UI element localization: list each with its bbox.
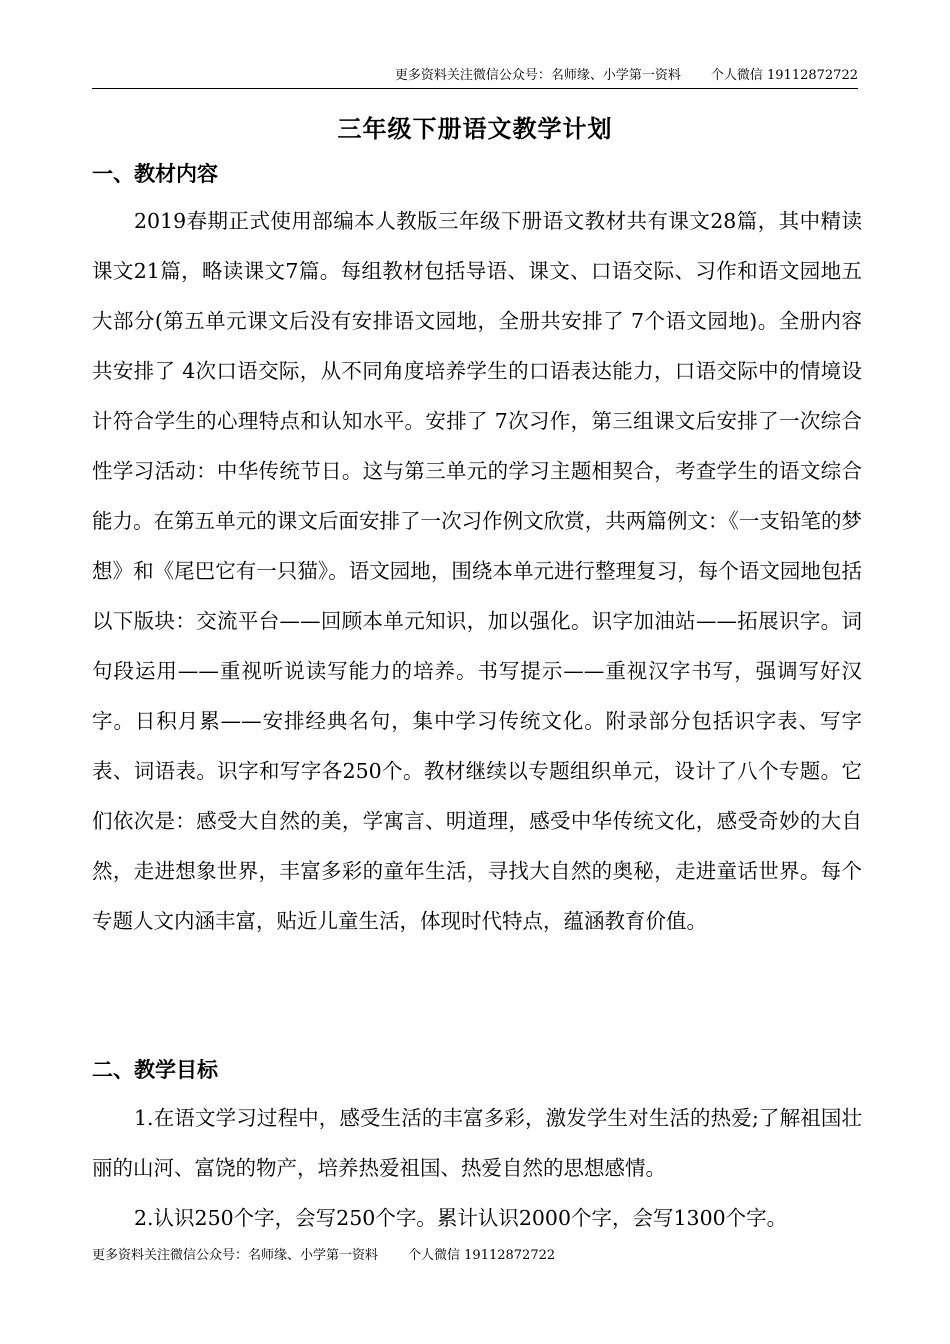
materials-paragraph: 2019春期正式使用部编本人教版三年级下册语文教材共有课文28篇，其中精读课文21篇，略读课文7篇。每组教材包括导语、课文、口语交际、习作和语文园地五大部分(第五单元课文后没有安排语文园地，全册共安排了 7个语文园地)。全册内容共安排了 4次口语交际，从不同角度培养学生的口语表达能力，口语交际中的情境设计符合学生的心理特点和认知水平。安排了 7次习作，第三组课文后安排了一次综合性学习活动：中华传统节日。这与第三单元的学习主题相契合，考查学生的语文综合能力。在第五单元的课文后面安排了一次习作例文欣赏，共两篇例文：《一支铅笔的梦想》和《尾巴它有一只猫》。语文园地，围绕本单元进行整理复习，每个语文园地包括以下版块：交流平台——回顾本单元知识，加以强化。识字加油站——拓展识字。词句段运用——重视听说读写能力的培养。书写提示——重视汉字书写，强调写好汉字。日积月累——安排经典名句，集中学习传统文化。附录部分包括识字表、写字表、词语表。识字和写字各250个。教材继续以专题组织单元，设计了八个专题。它们依次是：感受大自然的美，学寓言、明道理，感受中华传统文化，感受奇妙的大自然，走进想象世界，丰富多彩的童年生活，寻找大自然的奥秘，走进童话世界。每个专题人文内涵丰富，贴近儿童生活，体现时代特点，蕴涵教育价值。 (92, 209, 862, 933)
page-header (92, 64, 858, 89)
footer-personal-wechat: 个人微信 19112872722 (408, 1248, 556, 1263)
section-heading-goals: 二、教学目标 (92, 1057, 218, 1082)
header-wechat-account: 更多资料关注微信公众号：名师缘、小学第一资料 (394, 68, 681, 83)
document-title: 三年级下册语文教学计划 (337, 114, 613, 143)
header-personal-wechat: 个人微信 19112872722 (710, 68, 858, 83)
footer-wechat-account: 更多资料关注微信公众号：名师缘、小学第一资料 (92, 1248, 379, 1263)
section-heading-materials: 一、教材内容 (92, 161, 218, 186)
goal-item-1: 1.在语文学习过程中，感受生活的丰富多彩，激发学生对生活的热爱;了解祖国壮丽的山河、富饶的物产，培养热爱祖国、热爱自然的思想感情。 (92, 1106, 862, 1180)
goal-item-2: 2.认识250个字，会写250个字。累计认识2000个字，会写1300个字。 (134, 1206, 788, 1230)
page-footer (92, 1244, 555, 1263)
